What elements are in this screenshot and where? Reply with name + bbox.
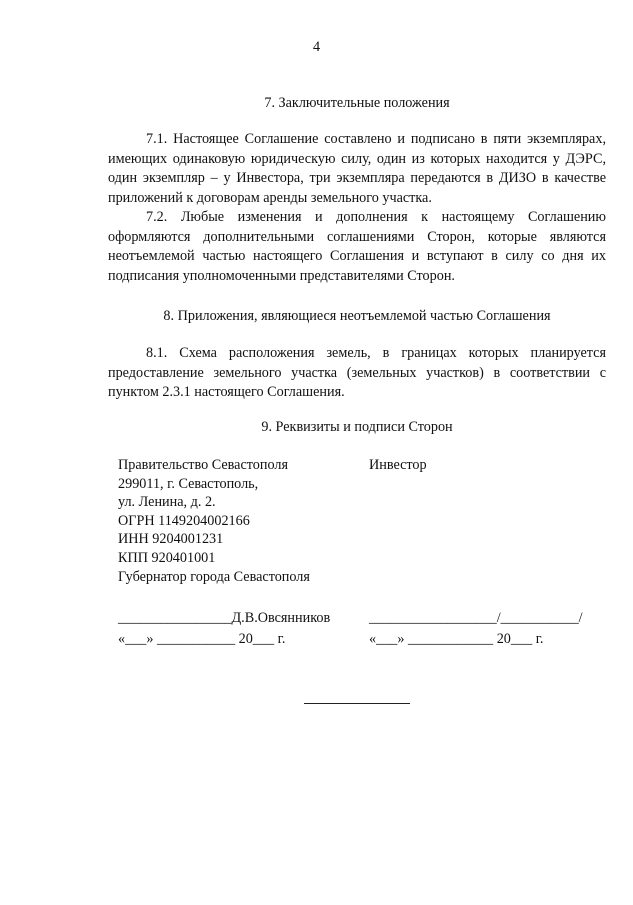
section-9-title: 9. Реквизиты и подписи Сторон xyxy=(261,419,453,435)
footer-divider-line xyxy=(304,703,410,704)
investor-details xyxy=(369,456,427,475)
section-8-title: 8. Приложения, являющиеся неотъемлемой частью Соглашения xyxy=(163,308,551,324)
paragraph-7-1: 7.1. Настоящее Соглашение составлено и подписано в пяти экземплярах, имеющих одинаковую юридическую силу, один из которых находится у ДЭРС, один экземпляр – у Инвестора, три экземпляра передаются в ДИЗО в качестве приложений к договорам аренды земельного участка. xyxy=(108,131,606,206)
government-address-line-1: 299011, г. Севастополь, xyxy=(118,475,259,492)
investor-signature-line: __________________/___________/ xyxy=(369,610,583,626)
government-ogrn: ОГРН 1149204002166 xyxy=(118,512,250,529)
paragraph-8-1: 8.1. Схема расположения земель, в границах которых планируется предоставление земельного участка (земельных участков) в соответствии с пунктом 2.3.1 настоящего Соглашения. xyxy=(108,345,606,400)
paragraph-7-2: 7.2. Любые изменения и дополнения к настоящему Соглашению оформляются дополнительными соглашениями Сторон, которые являются неотъемлемой частью настоящего Соглашения и вступают в силу со дня их подписания уполномоченными представителями Сторон. xyxy=(108,209,606,284)
government-position: Губернатор города Севастополя xyxy=(118,568,310,585)
investor-name: Инвестор xyxy=(369,457,427,473)
government-address-line-2: ул. Ленина, д. 2. xyxy=(118,494,216,511)
government-kpp: КПП 920401001 xyxy=(118,549,216,566)
page-number: 4 xyxy=(312,39,321,55)
government-details xyxy=(118,456,310,586)
government-date-line: «___» ___________ 20___ г. xyxy=(118,631,286,647)
government-signature-line: ________________Д.В.Овсянников xyxy=(118,610,331,626)
government-name: Правительство Севастополя xyxy=(118,457,288,473)
section-7-title: 7. Заключительные положения xyxy=(264,95,450,111)
government-inn: ИНН 9204001231 xyxy=(118,531,224,548)
investor-date-line: «___» ____________ 20___ г. xyxy=(369,631,544,647)
